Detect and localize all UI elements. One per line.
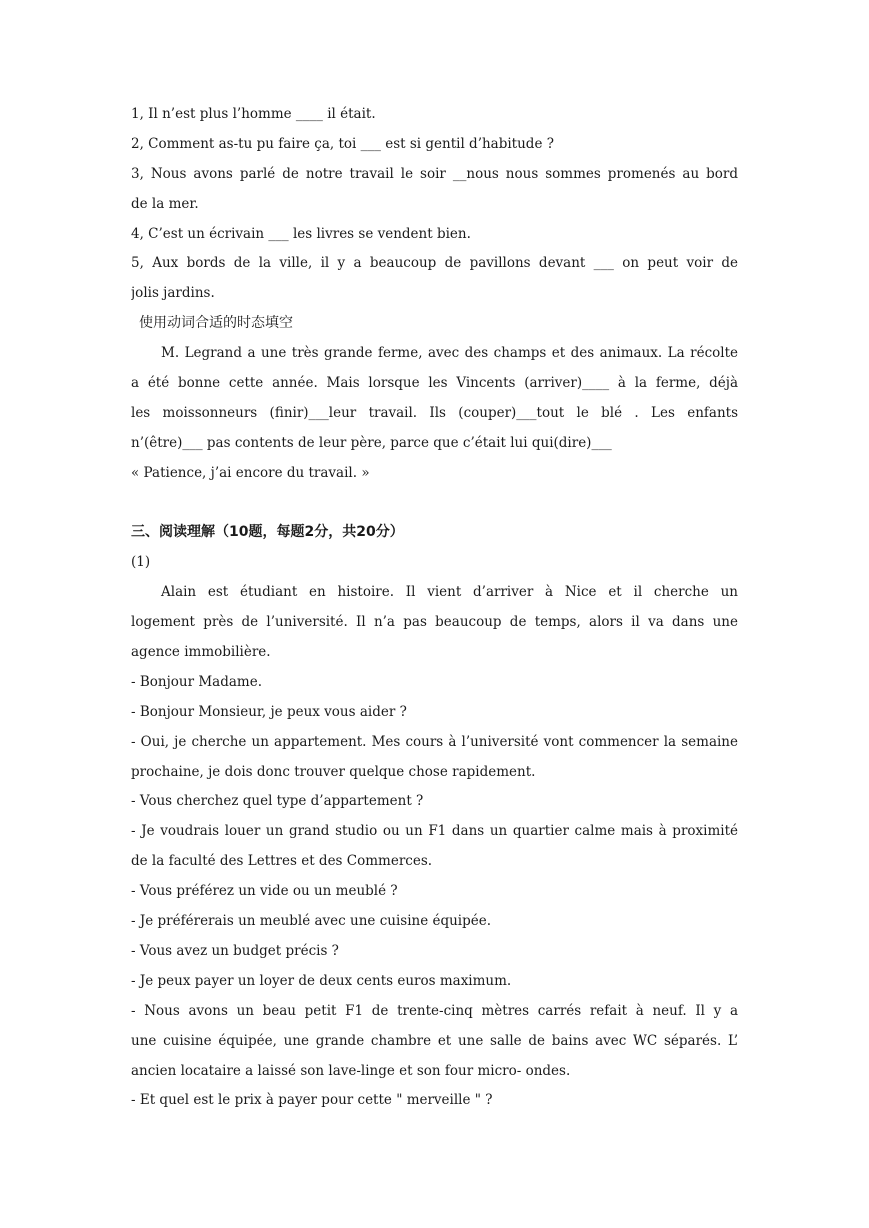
- dialogue-line: - Je préférerais un meublé avec une cuisine équipée.: [131, 913, 492, 930]
- dialogue-line: - Nous avons un beau petit F1 de trente-cinq mètres carrés refait à neuf. Il y a: [131, 1002, 738, 1019]
- passage-line: n’(être)___ pas contents de leur père, parce que c’était lui qui(dire)___: [131, 434, 612, 451]
- exercise-line: jolis jardins.: [131, 285, 215, 302]
- dialogue-line: - Oui, je cherche un appartement. Mes cours à l’université vont commencer la semaine: [131, 733, 738, 750]
- exercise-line: 2, Comment as-tu pu faire ça, toi ___ est si gentil d’habitude ?: [131, 135, 554, 152]
- dialogue-line: - Vous avez un budget précis ?: [131, 942, 339, 959]
- intro-line: agence immobilière.: [131, 644, 271, 661]
- passage-number: (1): [131, 554, 151, 571]
- intro-line: logement près de l’université. Il n’a pas beaucoup de temps, alors il va dans une: [131, 614, 738, 631]
- passage-line: les moissonneurs (finir)___leur travail. Ils (couper)___tout le blé . Les enfants: [131, 404, 738, 421]
- section-heading: 三、阅读理解（10题，每题2分，共20分）: [131, 524, 404, 541]
- spacer: [131, 489, 738, 519]
- document-page: [131, 100, 738, 1116]
- passage-line: M. Legrand a une très grande ferme, avec des champs et des animaux. La récolte: [161, 345, 738, 362]
- intro-line: Alain est étudiant en histoire. Il vient d’arriver à Nice et il cherche un: [161, 584, 738, 601]
- exercise-line: de la mer.: [131, 195, 199, 212]
- dialogue-line: - Vous cherchez quel type d’appartement ?: [131, 793, 424, 810]
- passage-line: « Patience, j’ai encore du travail. »: [131, 464, 370, 481]
- dialogue-line: - Je voudrais louer un grand studio ou un F1 dans un quartier calme mais à proximité: [131, 823, 738, 840]
- dialogue-line: - Et quel est le prix à payer pour cette " merveille " ?: [131, 1092, 493, 1109]
- dialogue-line: de la faculté des Lettres et des Commerces.: [131, 853, 433, 870]
- dialogue-line: une cuisine équipée, une grande chambre et une salle de bains avec WC séparés. L’: [131, 1032, 738, 1049]
- dialogue-line: - Vous préférez un vide ou un meublé ?: [131, 883, 398, 900]
- dialogue-line: ancien locataire a laissé son lave-linge et son four micro- ondes.: [131, 1062, 571, 1079]
- dialogue-line: - Bonjour Madame.: [131, 673, 262, 690]
- tense-exercise: [131, 309, 738, 488]
- tense-instruction: 使用动词合适的时态填空: [139, 315, 293, 332]
- exercise-line: 1, Il n’est plus l’homme ____ il était.: [131, 106, 376, 122]
- dialogue-line: - Je peux payer un loyer de deux cents euros maximum.: [131, 972, 512, 989]
- dialogue-line: - Bonjour Monsieur, je peux vous aider ?: [131, 703, 407, 720]
- passage-line: a été bonne cette année. Mais lorsque les Vincents (arriver)____ à la ferme, déjà: [131, 375, 738, 392]
- reading-section: [131, 518, 738, 1116]
- dialogue-line: prochaine, je dois donc trouver quelque chose rapidement.: [131, 763, 536, 780]
- exercise-line: 3, Nous avons parlé de notre travail le soir __nous nous sommes promenés au bord: [131, 165, 738, 182]
- exercise-line: 5, Aux bords de la ville, il y a beaucoup de pavillons devant ___ on peut voir de: [131, 255, 738, 272]
- exercise-line: 4, C’est un écrivain ___ les livres se vendent bien.: [131, 225, 471, 242]
- pronoun-exercise: [131, 100, 738, 309]
